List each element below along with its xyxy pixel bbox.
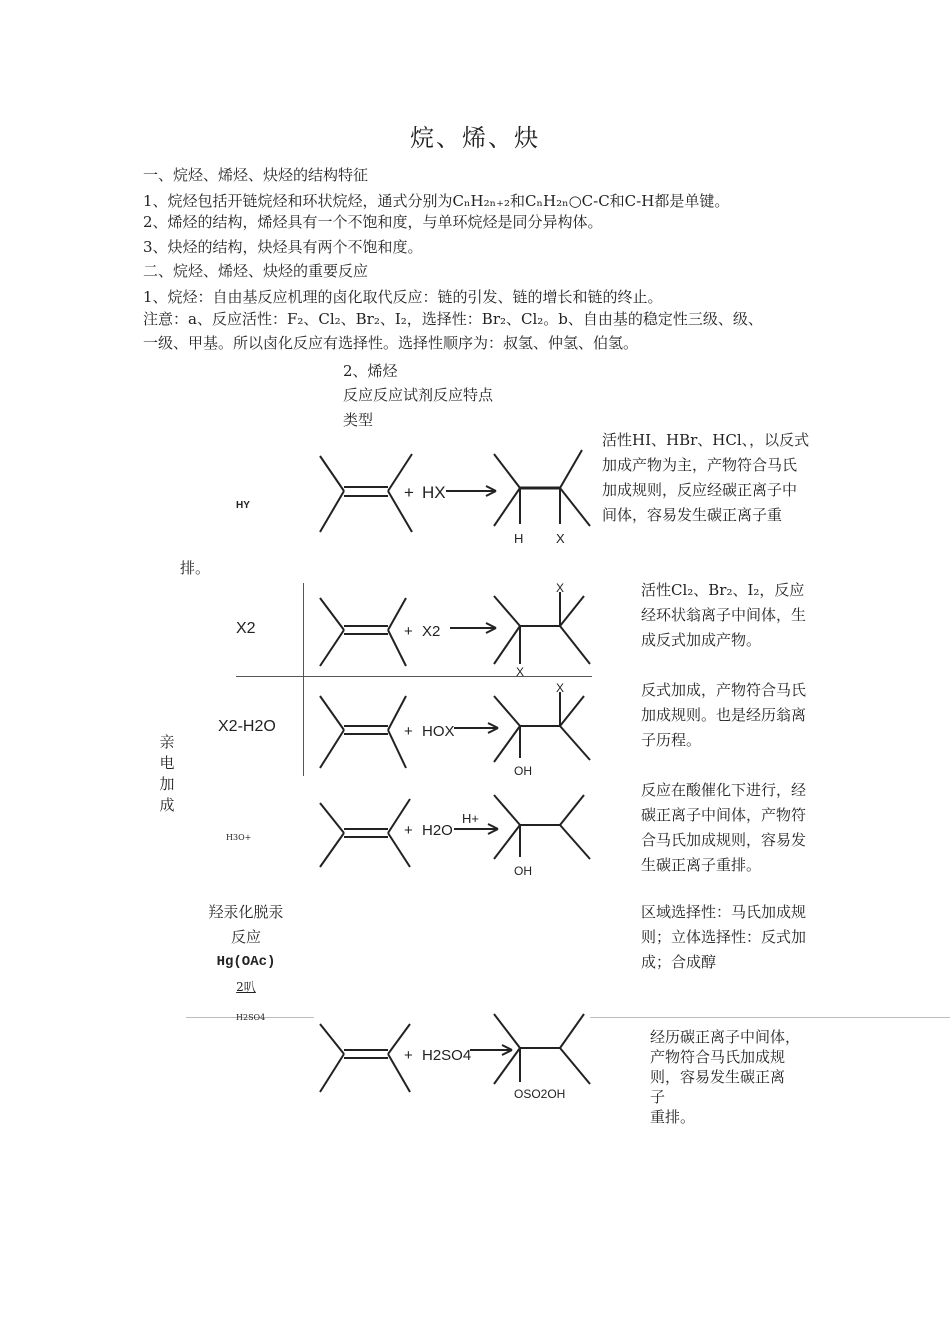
reagent-h2so4: H2SO4 bbox=[236, 1013, 266, 1022]
catalyst-h-plus: H+ bbox=[462, 811, 479, 826]
table-header: 反应反应试剂反应特点 bbox=[343, 386, 494, 404]
note-h2so4: 经历碳正离子中间体， 产物符合马氏加成规 则，容易发生碳正离 子 重排。 bbox=[650, 1028, 801, 1126]
reaction-x2-scheme bbox=[314, 580, 604, 680]
h2o-reagent: H2O bbox=[422, 822, 453, 839]
product-label-x: X bbox=[556, 531, 565, 546]
note-hx-tail: 排。 bbox=[180, 559, 211, 577]
product-label-x-top: X bbox=[556, 581, 565, 595]
note-x2: 活性Cl₂、Br₂、I₂，反应经环状翁离子中间体，生成反式加成产物。 bbox=[641, 581, 807, 649]
product-label-h: H bbox=[514, 531, 524, 546]
hox-reagent: HOX bbox=[422, 723, 455, 740]
reagent-hy: HY bbox=[236, 500, 250, 511]
note-oxymercuration: 区域选择性：马氏加成规则；立体选择性：反式加成；合成醇 bbox=[641, 903, 807, 971]
reaction-h2so4-scheme bbox=[314, 1010, 604, 1114]
text-line-alkane-reaction: 1、烷烃：自由基反应机理的卤化取代反应：链的引发、链的增长和链的终止。 bbox=[143, 288, 663, 306]
alkene-heading: 2、烯烃 bbox=[343, 362, 398, 380]
section-2-heading: 二、烷烃、烯烃、炔烃的重要反应 bbox=[143, 262, 369, 280]
product-label-x: X bbox=[556, 681, 565, 695]
table-header-type: 类型 bbox=[343, 411, 374, 429]
h2so4-reagent: H2SO4 bbox=[422, 1047, 472, 1064]
svg-text:+: + bbox=[404, 723, 413, 740]
category-label: 亲电加成 bbox=[159, 733, 175, 814]
svg-text:+: + bbox=[404, 483, 414, 502]
product-label-oh: OH bbox=[514, 864, 532, 878]
reaction-hox-scheme bbox=[314, 682, 604, 782]
text-line-alkane-formula: 1、烷烃包括开链烷烃和环状烷烃，通式分别为CₙH₂ₙ₊₂和CₙH₂ₙ○C-C和C-H都是单键。 bbox=[143, 192, 730, 210]
text-line-alkyne-structure: 3、炔烃的结构，炔烃具有两个不饱和度。 bbox=[143, 238, 423, 256]
text-line-note-b: 一级、甲基。所以卤化反应有选择性。选择性顺序为：叔氢、仲氢、伯氢。 bbox=[143, 334, 639, 352]
product-label-oso2oh: OSO2OH bbox=[514, 1087, 566, 1101]
reagent-x2-h2o: X2-H2O bbox=[218, 718, 276, 735]
reaction-hydration-scheme bbox=[314, 795, 604, 895]
page-title: 烷、烯、炔 bbox=[410, 124, 540, 152]
reaction-hx-scheme bbox=[314, 446, 604, 550]
note-hox: 反式加成，产物符合马氏加成规则。也是经历翁离子历程。 bbox=[641, 681, 807, 749]
x2-reagent: X2 bbox=[422, 623, 441, 640]
reagent-oxymercuration: 羟汞化脱汞 反应 Hg(OAc) 2叭 bbox=[208, 903, 284, 994]
svg-text:+: + bbox=[404, 623, 413, 640]
svg-text:+: + bbox=[404, 1047, 413, 1064]
product-label-oh: OH bbox=[514, 764, 532, 778]
svg-text:+: + bbox=[404, 822, 413, 839]
hx-reagent: HX bbox=[422, 483, 446, 502]
text-line-alkene-structure: 2、烯烃的结构，烯烃具有一个不饱和度，与单环烷烃是同分异构体。 bbox=[143, 213, 603, 231]
section-1-heading: 一、烷烃、烯烃、炔烃的结构特征 bbox=[143, 166, 369, 184]
note-hydration: 反应在酸催化下进行，经碳正离子中间体，产物符合马氏加成规则，容易发生碳正离子重排。 bbox=[641, 781, 807, 874]
note-hx: 活性HI、HBr、HCl、，以反式加成产物为主，产物符合马氏加成规则，反应经碳正离子中间体，容易发生碳正离子重 bbox=[602, 431, 810, 524]
reagent-h3o: H3O+ bbox=[226, 833, 252, 842]
text-line-note-a: 注意：a、反应活性：F₂、Cl₂、Br₂、I₂，选择性：Br₂、Cl₂。b、自由基的稳定性三级、级、 bbox=[143, 310, 763, 328]
product-label-x-bottom: X bbox=[516, 665, 525, 679]
reagent-x2: X2 bbox=[236, 620, 256, 637]
